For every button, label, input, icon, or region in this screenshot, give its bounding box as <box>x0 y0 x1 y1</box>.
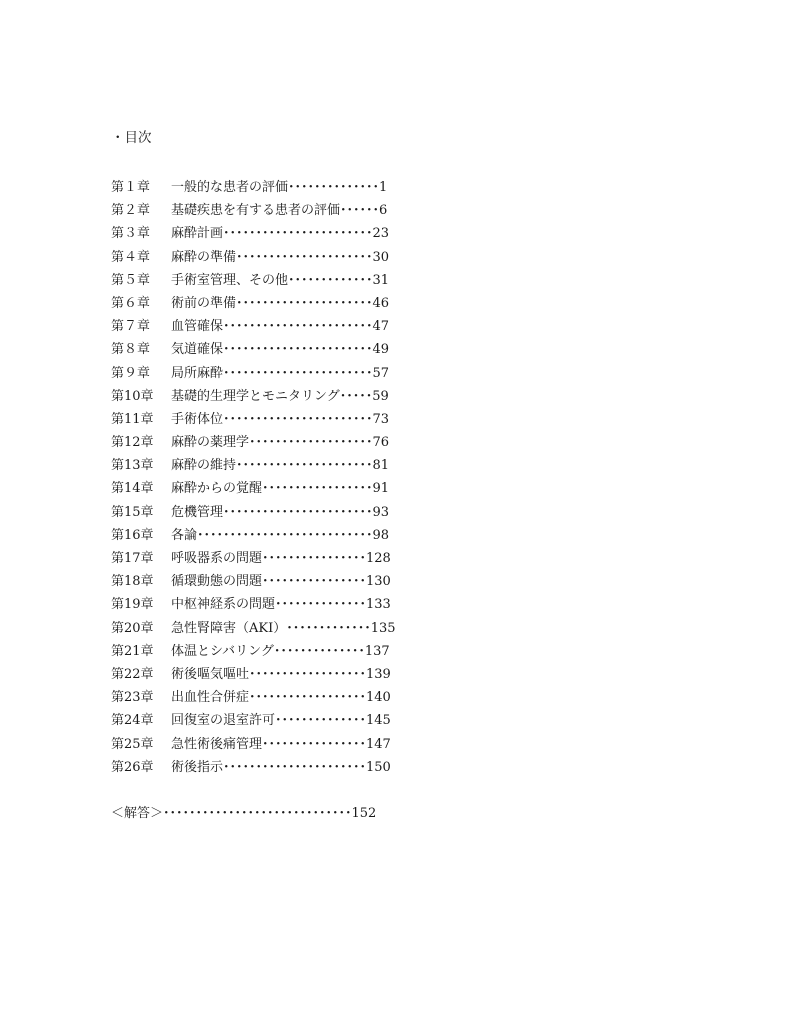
chapter-number: 第26章 <box>111 759 154 775</box>
chapter-title: 術前の準備･････････････････････46 <box>171 295 390 311</box>
toc-list <box>111 176 411 779</box>
chapter-title: 基礎疾患を有する患者の評価･･････6 <box>171 203 388 219</box>
chapter-number: 第１章 <box>111 180 151 195</box>
toc-entry <box>111 385 411 408</box>
chapter-title: 中枢神経系の問題･･････････････133 <box>171 597 391 613</box>
toc-entry <box>111 593 411 616</box>
toc-entry <box>111 315 411 338</box>
chapter-number: 第15章 <box>111 504 154 520</box>
chapter-title: 局所麻酔･･･････････････････････57 <box>171 365 390 381</box>
chapter-number: 第３章 <box>111 226 151 242</box>
toc-entry <box>111 362 411 385</box>
chapter-title: 手術体位･･･････････････････････73 <box>171 411 390 427</box>
chapter-number: 第12章 <box>111 435 154 451</box>
chapter-title: 体温とシバリング･･････････････137 <box>171 643 390 659</box>
toc-entry <box>111 454 411 477</box>
toc-entry <box>111 222 411 245</box>
chapter-title: 麻酔の準備･････････････････････30 <box>171 249 390 265</box>
toc-entry <box>111 431 411 454</box>
chapter-number: 第13章 <box>111 458 154 474</box>
toc-answers-entry: ＜解答＞･････････････････････････････152 <box>111 806 377 821</box>
toc-entry <box>111 524 411 547</box>
toc-entry <box>111 269 411 292</box>
chapter-title: 術後指示･･････････････････････150 <box>171 759 391 775</box>
toc-entry <box>111 199 411 222</box>
chapter-number: 第５章 <box>111 272 151 288</box>
chapter-number: 第24章 <box>111 713 154 729</box>
toc-entry <box>111 640 411 663</box>
chapter-number: 第10章 <box>111 388 154 404</box>
chapter-title: 麻酔計画･･･････････････････････23 <box>171 226 390 242</box>
toc-entry <box>111 547 411 570</box>
toc-heading: ・目次 <box>111 130 152 146</box>
toc-entry <box>111 176 411 199</box>
chapter-title: 回復室の退室許可･･････････････145 <box>171 713 391 729</box>
chapter-title: 急性腎障害（AKI）･････････････135 <box>171 620 396 636</box>
chapter-number: 第６章 <box>111 295 151 311</box>
chapter-number: 第22章 <box>111 666 154 682</box>
chapter-title: 循環動態の問題････････････････130 <box>171 574 391 590</box>
chapter-title: 麻酔の維持･････････････････････81 <box>171 458 390 474</box>
toc-entry <box>111 501 411 524</box>
chapter-number: 第21章 <box>111 643 154 659</box>
chapter-number: 第20章 <box>111 620 154 636</box>
toc-entry <box>111 733 411 756</box>
toc-entry <box>111 338 411 361</box>
chapter-title: 術後嘔気嘔吐･･････････････････139 <box>171 666 391 682</box>
chapter-title: 出血性合併症･･････････････････140 <box>171 690 391 706</box>
chapter-number: 第２章 <box>111 203 151 219</box>
toc-entry <box>111 570 411 593</box>
chapter-title: 基礎的生理学とモニタリング･････59 <box>171 388 389 404</box>
chapter-number: 第７章 <box>111 319 151 335</box>
chapter-title: 気道確保･･･････････････････････49 <box>171 342 390 358</box>
chapter-number: 第14章 <box>111 481 154 497</box>
chapter-title: 麻酔からの覚醒･････････････････91 <box>171 481 390 497</box>
chapter-title: 呼吸器系の問題････････････････128 <box>171 551 391 566</box>
chapter-title: 血管確保･･･････････････････････47 <box>171 319 390 335</box>
chapter-title: 手術室管理、その他･････････････31 <box>171 272 390 288</box>
chapter-number: 第８章 <box>111 342 151 358</box>
chapter-title: 急性術後痛管理････････････････147 <box>171 736 391 752</box>
toc-entry <box>111 686 411 709</box>
chapter-number: 第23章 <box>111 690 154 706</box>
toc-entry <box>111 246 411 269</box>
chapter-number: 第19章 <box>111 597 154 613</box>
chapter-number: 第18章 <box>111 574 154 590</box>
chapter-number: 第11章 <box>111 411 154 427</box>
toc-entry <box>111 756 411 779</box>
chapter-number: 第25章 <box>111 736 154 752</box>
chapter-number: 第９章 <box>111 365 151 381</box>
chapter-number: 第17章 <box>111 551 154 566</box>
toc-entry <box>111 709 411 732</box>
toc-entry <box>111 617 411 640</box>
chapter-title: 一般的な患者の評価･･････････････1 <box>171 180 388 195</box>
toc-entry <box>111 477 411 500</box>
chapter-number: 第16章 <box>111 527 154 543</box>
chapter-title: 麻酔の薬理学･･･････････････････76 <box>171 435 390 451</box>
chapter-number: 第４章 <box>111 249 151 265</box>
chapter-title: 各論･･･････････････････････････98 <box>171 527 390 543</box>
toc-entry <box>111 292 411 315</box>
toc-entry <box>111 663 411 686</box>
chapter-title: 危機管理･･･････････････････････93 <box>171 504 390 520</box>
toc-entry <box>111 408 411 431</box>
